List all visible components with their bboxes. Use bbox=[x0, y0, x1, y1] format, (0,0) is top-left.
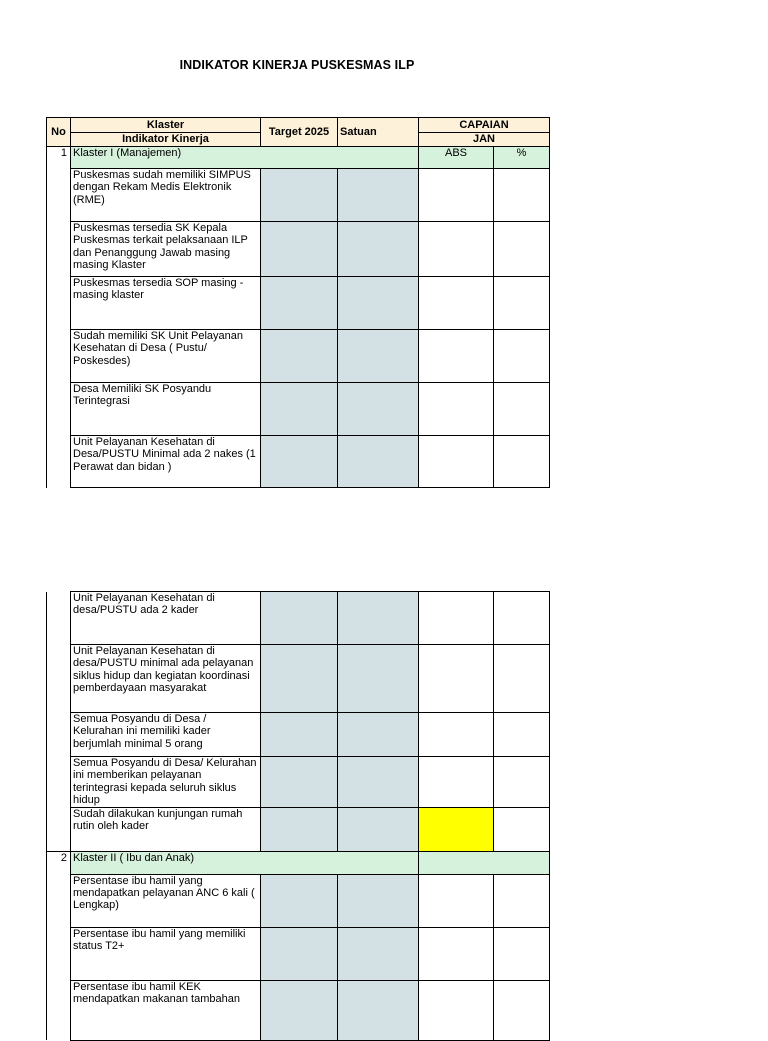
target-cell[interactable] bbox=[261, 874, 338, 927]
satuan-cell[interactable] bbox=[338, 927, 419, 980]
abs-cell[interactable] bbox=[419, 757, 494, 808]
satuan-cell[interactable] bbox=[338, 874, 419, 927]
column-header-target: Target 2025 bbox=[261, 118, 338, 147]
indicator-table-page-2 bbox=[46, 591, 550, 1041]
satuan-cell[interactable] bbox=[338, 277, 419, 330]
indicator-cell: Puskesmas tersedia SOP masing - masing klaster bbox=[71, 277, 261, 330]
indicator-cell: Puskesmas tersedia SK Kepala Puskesmas terkait pelaksanaan ILP dan Penanggung Jawab masing masing Klaster bbox=[71, 222, 261, 277]
target-cell[interactable] bbox=[261, 169, 338, 222]
column-header-satuan: Satuan bbox=[338, 118, 419, 147]
indicator-cell: Persentase ibu hamil KEK mendapatkan makanan tambahan bbox=[71, 980, 261, 1040]
abs-cell[interactable] bbox=[419, 713, 494, 757]
target-cell[interactable] bbox=[261, 927, 338, 980]
percent-cell[interactable] bbox=[494, 713, 550, 757]
percent-cell[interactable] bbox=[494, 592, 550, 645]
percent-cell[interactable] bbox=[494, 874, 550, 927]
column-header-abs: ABS bbox=[419, 147, 494, 169]
percent-cell[interactable] bbox=[494, 645, 550, 713]
target-cell[interactable] bbox=[261, 980, 338, 1040]
satuan-cell[interactable] bbox=[338, 330, 419, 383]
indicator-cell: Puskesmas sudah memiliki SIMPUS dengan Rekam Medis Elektronik (RME) bbox=[71, 169, 261, 222]
percent-cell[interactable] bbox=[494, 927, 550, 980]
target-cell[interactable] bbox=[261, 807, 338, 851]
column-header-no: No bbox=[47, 118, 71, 147]
target-cell[interactable] bbox=[261, 383, 338, 436]
indicator-cell: Desa Memiliki SK Posyandu Terintegrasi bbox=[71, 383, 261, 436]
column-header-klaster: Klaster bbox=[71, 118, 261, 133]
column-header-indikator: Indikator Kinerja bbox=[71, 133, 261, 147]
indicator-cell: Sudah memiliki SK Unit Pelayanan Kesehatan di Desa ( Pustu/ Poskesdes) bbox=[71, 330, 261, 383]
column-header-capaian: CAPAIAN bbox=[419, 118, 550, 133]
satuan-cell[interactable] bbox=[338, 436, 419, 488]
satuan-cell[interactable] bbox=[338, 757, 419, 808]
indicator-table-page-1 bbox=[46, 117, 550, 488]
percent-cell[interactable] bbox=[494, 383, 550, 436]
target-cell[interactable] bbox=[261, 713, 338, 757]
abs-cell[interactable] bbox=[419, 330, 494, 383]
indicator-cell: Unit Pelayanan Kesehatan di desa/PUSTU ada 2 kader bbox=[71, 592, 261, 645]
percent-cell[interactable] bbox=[494, 277, 550, 330]
percent-cell[interactable] bbox=[494, 330, 550, 383]
target-cell[interactable] bbox=[261, 592, 338, 645]
percent-cell[interactable] bbox=[494, 807, 550, 851]
target-cell[interactable] bbox=[261, 757, 338, 808]
klaster-label: Klaster II ( Ibu dan Anak) bbox=[71, 851, 419, 874]
percent-cell[interactable] bbox=[494, 169, 550, 222]
section-number: 1 bbox=[47, 147, 71, 169]
percent-cell[interactable] bbox=[494, 436, 550, 488]
percent-cell[interactable] bbox=[494, 980, 550, 1040]
satuan-cell[interactable] bbox=[338, 645, 419, 713]
indicator-cell: Unit Pelayanan Kesehatan di Desa/PUSTU Minimal ada 2 nakes (1 Perawat dan bidan ) bbox=[71, 436, 261, 488]
abs-cell[interactable] bbox=[419, 277, 494, 330]
klaster-label: Klaster I (Manajemen) bbox=[71, 147, 419, 169]
target-cell[interactable] bbox=[261, 645, 338, 713]
percent-cell[interactable] bbox=[494, 222, 550, 277]
abs-cell[interactable] bbox=[419, 645, 494, 713]
abs-cell[interactable] bbox=[419, 980, 494, 1040]
abs-cell[interactable] bbox=[419, 874, 494, 927]
indicator-cell: Semua Posyandu di Desa/ Kelurahan ini memberikan pelayanan terintegrasi kepada seluruh siklus hidup bbox=[71, 757, 261, 808]
percent-cell[interactable] bbox=[494, 757, 550, 808]
page-title: INDIKATOR KINERJA PUSKESMAS ILP bbox=[179, 58, 415, 72]
abs-cell[interactable] bbox=[419, 383, 494, 436]
column-header-percent: % bbox=[494, 147, 550, 169]
target-cell[interactable] bbox=[261, 222, 338, 277]
target-cell[interactable] bbox=[261, 277, 338, 330]
klaster-capaian-cell bbox=[419, 851, 550, 874]
section-number: 2 bbox=[47, 851, 71, 874]
abs-cell[interactable] bbox=[419, 169, 494, 222]
target-cell[interactable] bbox=[261, 330, 338, 383]
satuan-cell[interactable] bbox=[338, 169, 419, 222]
abs-cell[interactable] bbox=[419, 592, 494, 645]
abs-cell[interactable] bbox=[419, 222, 494, 277]
abs-cell[interactable] bbox=[419, 927, 494, 980]
indicator-cell: Persentase ibu hamil yang mendapatkan pelayanan ANC 6 kali ( Lengkap) bbox=[71, 874, 261, 927]
indicator-cell: Unit Pelayanan Kesehatan di desa/PUSTU minimal ada pelayanan siklus hidup dan kegiatan koordinasi pemberdayaan masyarakat bbox=[71, 645, 261, 713]
column-header-month: JAN bbox=[419, 133, 550, 147]
satuan-cell[interactable] bbox=[338, 222, 419, 277]
satuan-cell[interactable] bbox=[338, 383, 419, 436]
satuan-cell[interactable] bbox=[338, 713, 419, 757]
satuan-cell[interactable] bbox=[338, 980, 419, 1040]
abs-cell[interactable] bbox=[419, 436, 494, 488]
indicator-cell: Persentase ibu hamil yang memiliki status T2+ bbox=[71, 927, 261, 980]
indicator-cell: Sudah dilakukan kunjungan rumah rutin oleh kader bbox=[71, 807, 261, 851]
indicator-cell: Semua Posyandu di Desa / Kelurahan ini memiliki kader berjumlah minimal 5 orang bbox=[71, 713, 261, 757]
satuan-cell[interactable] bbox=[338, 807, 419, 851]
abs-cell-highlighted[interactable] bbox=[419, 807, 494, 851]
satuan-cell[interactable] bbox=[338, 592, 419, 645]
target-cell[interactable] bbox=[261, 436, 338, 488]
